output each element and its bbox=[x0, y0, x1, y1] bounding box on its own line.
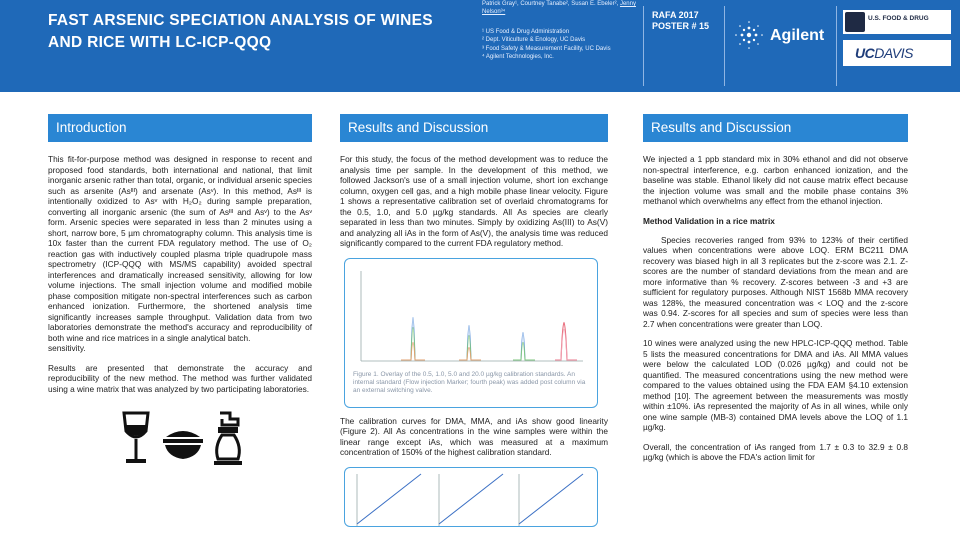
agilent-wordmark: Agilent bbox=[770, 27, 825, 44]
author-underlined[interactable]: Jenny Nelson³⁴ bbox=[482, 1, 636, 16]
sample-icons bbox=[48, 403, 312, 473]
section-heading-results: Results and Discussion bbox=[340, 114, 608, 142]
results2-paragraph-2: Species recoveries ranged from 93% to 123% of their certified values when concentrations were above LOQ. ERM BC211 DMA recovery was biased high in all 3 replicates but the z-score was 2.1. Z-scores are the number of standard deviations from the mean and are more informative than % recovery. Z-scores between -3 and +3 are sufficient for regulatory purposes. Although NIST 1568b MMA recovery was 128%, the measured concentration was < LOQ and the z-score was 0.94. Z-scores for all species and sum of species were less than 2.7 when concentrations were greater than LOQ. bbox=[643, 234, 908, 329]
column-results-1 bbox=[340, 114, 608, 527]
calibration-line-1 bbox=[357, 474, 421, 524]
figure-1-caption: Figure 1. Overlay of the 0.5, 1.0, 5.0 and 20.0 µg/kg calibration standards. An internal standard (Flow injection Marker; fourth peak) was added post column via an external switching valve. bbox=[353, 370, 586, 395]
peak-2 bbox=[459, 347, 481, 360]
agilent-spark-icon bbox=[732, 18, 766, 52]
results-paragraph-1: For this study, the focus of the method development was to reduce the analysis time per sample. In the development of this method, we followed Jackson's use of a small injection volume, short ion exchange column, oxygen cell gas, and a high mobile phase linear velocity. Figure 1 shows a representative calibration set of overlaid chromatograms for the 0.5, 1.0, and 5.0 µg/kg standards. All As species are clearly separated in less than two minutes. Simply by oxidizing As(III) to As(V) and analyzing all iAs in the form of As(V), the analysis time was reduced significantly compared to the current FDA regulatory method. bbox=[340, 154, 608, 248]
conference-block bbox=[652, 10, 722, 32]
calibration-line-2 bbox=[439, 474, 503, 524]
intro-paragraph-2: Results are presented that demonstrate the accuracy and reproducibility of the new method. The method was further validated using a wine matrix that was analyzed by two participating laboratories. bbox=[48, 362, 312, 394]
peak-1 bbox=[401, 327, 425, 360]
ucdavis-davis: DAVIS bbox=[874, 45, 913, 61]
figure-2-calibration-curves bbox=[344, 467, 598, 527]
rice-bowl-icon bbox=[160, 425, 206, 465]
poster-header bbox=[0, 0, 960, 92]
peak-1 bbox=[401, 342, 425, 360]
affiliation-4: ⁴ Agilent Technologies, Inc. bbox=[482, 53, 554, 60]
affiliation-3: ³ Food Safety & Measurement Facility, UC Davis bbox=[482, 45, 611, 52]
section-heading-results-2: Results and Discussion bbox=[643, 114, 908, 142]
lab-instrument-icon bbox=[208, 407, 248, 467]
peak-1 bbox=[401, 317, 425, 360]
results2-paragraph-3: 10 wines were analyzed using the new HPLC-ICP-QQQ method. Table 5 lists the measured concentrations for DMA and iAs. All MMA values were below the calculated LOD (0.026 µg/kg) and could not be quantified. The measured concentrations using the new method were compared to the values obtained using the FDA EAM §4.10 extension method [10]. The agreement between the measurements was mostly within ±10%. iAs represented the majority of As in all wines, while only one wine sample (MB-3) contained DMA levels above the LOQ of 1.1 µg/kg. bbox=[643, 338, 908, 432]
affiliation-list bbox=[482, 28, 642, 61]
authors-text: Patrick Gray¹, Courtney Tanabe², Susan E. Ebeler², bbox=[482, 1, 619, 7]
peak-2 bbox=[459, 335, 481, 360]
section-heading-introduction: Introduction bbox=[48, 114, 312, 142]
ucdavis-uc: UC bbox=[855, 45, 875, 61]
figure-1-chromatogram bbox=[344, 258, 598, 408]
header-divider bbox=[836, 6, 837, 86]
calibration-plot bbox=[347, 470, 597, 526]
fda-wordmark: U.S. FOOD & DRUG bbox=[868, 15, 929, 22]
header-divider bbox=[724, 6, 725, 86]
peak-3 bbox=[513, 342, 535, 360]
results2-paragraph-1: We injected a 1 ppb standard mix in 30% ethanol and did not observe non-spectral interference, e.g. carbon enhanced ionization, and the baseline was stable. Ethanol likely did not cause matrix effect because the injection volume was small and the mobile phase contains 3% methanol which overwhelms any effect from the ethanol injection. bbox=[643, 154, 908, 206]
ucdavis-logo bbox=[843, 40, 951, 66]
fda-seal-icon bbox=[845, 12, 865, 32]
column-introduction bbox=[48, 114, 312, 473]
chromatogram-plot bbox=[351, 265, 591, 369]
intro-paragraph-1: This fit-for-purpose method was designed in response to recent and proposed food standards, both international and national, that limit inorganic arsenic rather than total, organic, or individual arsenic species such as arsenite (Asᴵᴵᴵ) and arsenate (Asᵛ). In this method, Asᴵᴵᴵ is intentionally oxidized to Asᵛ with H₂O₂ during sample preparation, converting all inorganic arsenic (the sum of Asᴵᴵᴵ and Asᵛ) to the Asᵛ form. Arsenic species were separated in less than 2 minutes using a short, narrow bore, 5 µm chromatography column. This analysis time is 10x faster than the current FDA regulatory method. The use of O₂ reaction gas with inductively coupled plasma triple quadrupole mass spectrometry (ICP-QQQ with MS/MS capability) avoided spectral interferences and dramatically increased sensitivity, allowing for low volume injections. The small injection volume and modified mobile phase composition mitigate non-spectral interferences such as carbon enhanced ionization. Furthermore, the shortened analysis time significantly increases sample throughput. Validation data from two laboratories demonstrate the method's accuracy and reproducibility of both wine and rice matrices in a single analytical batch. bbox=[48, 154, 312, 343]
affiliation-1: ¹ US Food & Drug Administration bbox=[482, 29, 570, 35]
poster-number: POSTER # 15 bbox=[652, 21, 710, 31]
poster-title: FAST ARSENIC SPECIATION ANALYSIS OF WINES AND RICE WITH LC-ICP-QQQ bbox=[48, 12, 433, 51]
subheading-rice-validation: Method Validation in a rice matrix bbox=[643, 215, 775, 226]
ucdavis-wordmark bbox=[855, 45, 913, 61]
intro-paragraph-1-tail: sensitivity. bbox=[48, 343, 86, 353]
header-divider bbox=[643, 6, 644, 86]
agilent-logo bbox=[732, 18, 832, 54]
affiliation-2: ² Dept. Viticulture & Enology, UC Davis bbox=[482, 37, 586, 44]
conference-name: RAFA 2017 bbox=[652, 10, 699, 20]
wine-glass-icon bbox=[116, 409, 156, 469]
results-paragraph-2: The calibration curves for DMA, MMA, and iAs show good linearity (Figure 2). All As concentrations in the wine samples were within the linear range except iAs, which was measured at a maximum concentration of 150% of the highest calibration standard. bbox=[340, 415, 608, 457]
results2-paragraph-4: Overall, the concentration of iAs ranged from 1.7 ± 0.3 to 32.9 ± 0.8 µg/kg (which is above the FDA's action limit for bbox=[643, 441, 908, 462]
author-list bbox=[482, 0, 642, 17]
fda-logo bbox=[843, 10, 951, 34]
column-results-2 bbox=[643, 114, 908, 472]
calibration-line-3 bbox=[519, 474, 583, 524]
